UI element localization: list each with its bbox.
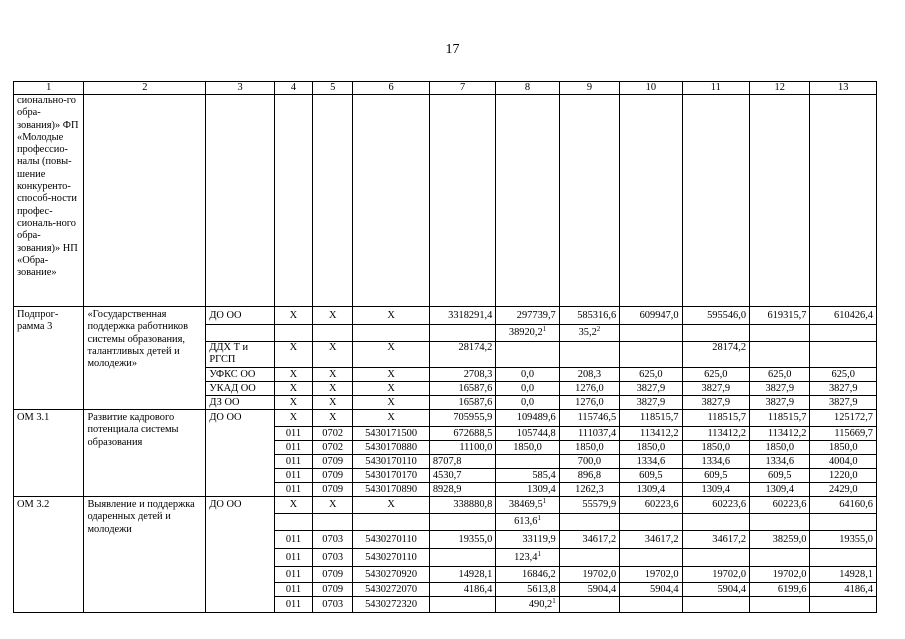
- table-cell: [810, 597, 877, 613]
- table-cell: Х: [353, 497, 430, 514]
- table-cell: 011: [274, 469, 312, 483]
- table-cell: 1850,0: [559, 441, 619, 455]
- table-cell: 595546,0: [682, 307, 749, 325]
- cell-value: 35,2: [578, 327, 597, 338]
- table-cell: [496, 455, 559, 469]
- table-cell: 0703: [313, 549, 353, 567]
- header-cell: 12: [750, 82, 810, 95]
- table-cell: [313, 95, 353, 307]
- table-cell: 609947,0: [620, 307, 682, 325]
- table-cell: 5430170170: [353, 469, 430, 483]
- table-cell: 0703: [313, 597, 353, 613]
- table-cell: [559, 597, 619, 613]
- table-cell: 5904,4: [620, 583, 682, 597]
- cell-value: 613,6: [514, 516, 538, 527]
- table-cell: 297739,7: [496, 307, 559, 325]
- table-cell: 2708,3: [429, 368, 495, 382]
- table-cell: 1309,4: [682, 483, 749, 497]
- footnote-mark: 1: [552, 597, 556, 605]
- table-cell: [429, 597, 495, 613]
- table-cell: 5430272320: [353, 597, 430, 613]
- table-cell: [750, 514, 810, 531]
- header-cell: 1: [14, 82, 84, 95]
- table-cell: 2429,0: [810, 483, 877, 497]
- table-cell: Х: [274, 396, 312, 410]
- executor-cell: ДО ОО: [206, 410, 274, 497]
- table-cell: 1850,0: [750, 441, 810, 455]
- table-cell: 5430170110: [353, 455, 430, 469]
- table-cell: 619315,7: [750, 307, 810, 325]
- table-cell: [682, 597, 749, 613]
- page-number: 17: [445, 42, 460, 57]
- table-cell: 1262,3: [559, 483, 619, 497]
- item-code: Подпрог-рамма 3: [14, 307, 84, 410]
- table-cell: 3827,9: [750, 382, 810, 396]
- table-cell: [496, 497, 559, 514]
- table-row: [14, 307, 877, 325]
- table-cell: 3827,9: [620, 396, 682, 410]
- table-cell: Х: [274, 382, 312, 396]
- table-cell: 3827,9: [620, 382, 682, 396]
- table-cell: 5430270110: [353, 531, 430, 549]
- item-title: Развитие кадрового потенциала системы образования: [84, 410, 206, 497]
- table-cell: [496, 514, 559, 531]
- table-cell: 34617,2: [620, 531, 682, 549]
- table-cell: [559, 549, 619, 567]
- table-cell: [274, 95, 312, 307]
- table-cell: 16587,6: [429, 396, 495, 410]
- table-cell: 38259,0: [750, 531, 810, 549]
- table-cell: [750, 325, 810, 342]
- cell-value: 38920,2: [508, 327, 543, 338]
- table-cell: [559, 342, 619, 368]
- table-cell: 011: [274, 549, 312, 567]
- table-cell: 1276,0: [559, 396, 619, 410]
- budget-table: [13, 81, 877, 613]
- table-cell: [750, 597, 810, 613]
- continued-item-name: сионально-го обра-зования)» ФП «Молодые профессио-налы (повы-шение конкуренто-способ-ности профес-сиональ-ного обра-зования)» НП «Обра-зование»: [14, 95, 84, 307]
- table-cell: 113412,2: [620, 427, 682, 441]
- table-cell: 705955,9: [429, 410, 495, 427]
- table-cell: [620, 342, 682, 368]
- header-cell: 4: [274, 82, 312, 95]
- table-cell: 19702,0: [750, 567, 810, 583]
- table-cell: [559, 95, 619, 307]
- table-cell: 1850,0: [496, 441, 559, 455]
- table-cell: [313, 325, 353, 342]
- table-cell: 011: [274, 583, 312, 597]
- executor-cell: УФКС ОО: [206, 368, 274, 382]
- table-cell: 1309,4: [750, 483, 810, 497]
- table-cell: 16846,2: [496, 567, 559, 583]
- table-cell: [429, 325, 495, 342]
- header-cell: 5: [313, 82, 353, 95]
- executor-cell: ДО ОО: [206, 497, 274, 613]
- table-cell: 28174,2: [429, 342, 495, 368]
- table-cell: [750, 342, 810, 368]
- table-cell: [353, 514, 430, 531]
- item-title: «Государственная поддержка работников системы образования, талантливых детей и молодежи»: [84, 307, 206, 410]
- table-cell: 0702: [313, 427, 353, 441]
- table-cell: 700,0: [559, 455, 619, 469]
- table-cell: 5430270920: [353, 567, 430, 583]
- table-cell: 1334,6: [750, 455, 810, 469]
- table-cell: [682, 95, 749, 307]
- table-cell: 0,0: [496, 368, 559, 382]
- table-cell: 011: [274, 441, 312, 455]
- table-cell: 8707,8: [429, 455, 495, 469]
- table-cell: [559, 325, 619, 342]
- table-cell: 4530,7: [429, 469, 495, 483]
- table-cell: 11100,0: [429, 441, 495, 455]
- table-cell: Х: [353, 382, 430, 396]
- table-cell: Х: [353, 396, 430, 410]
- table-cell: 3827,9: [682, 382, 749, 396]
- table-cell: [206, 325, 274, 342]
- table-cell: Х: [274, 307, 312, 325]
- table-cell: 34617,2: [559, 531, 619, 549]
- table-row: [14, 410, 877, 427]
- header-cell: 10: [620, 82, 682, 95]
- table-cell: 3827,9: [682, 396, 749, 410]
- table-cell: Х: [274, 368, 312, 382]
- table-cell: 19702,0: [559, 567, 619, 583]
- table-cell: 5430170890: [353, 483, 430, 497]
- table-cell: [620, 597, 682, 613]
- header-cell: 9: [559, 82, 619, 95]
- table-cell: Х: [274, 497, 312, 514]
- table-cell: 5430272070: [353, 583, 430, 597]
- table-cell: 1309,4: [620, 483, 682, 497]
- table-cell: Х: [313, 368, 353, 382]
- table-cell: 609,5: [682, 469, 749, 483]
- table-cell: 0709: [313, 455, 353, 469]
- table-cell: 5904,4: [682, 583, 749, 597]
- table-cell: 60223,6: [682, 497, 749, 514]
- executor-cell: ДДХ Т и РГСП: [206, 342, 274, 368]
- table-cell: Х: [353, 410, 430, 427]
- table-cell: 3318291,4: [429, 307, 495, 325]
- cell-value: 490,2: [528, 599, 553, 610]
- table-cell: 1850,0: [810, 441, 877, 455]
- table-cell: 8928,9: [429, 483, 495, 497]
- cell-value: 123,4: [514, 552, 538, 563]
- table-cell: 19702,0: [682, 567, 749, 583]
- table-cell: 0709: [313, 483, 353, 497]
- table-cell: Х: [353, 307, 430, 325]
- table-cell: 011: [274, 427, 312, 441]
- table-cell: 125172,7: [810, 410, 877, 427]
- table-cell: [682, 549, 749, 567]
- header-cell: 3: [206, 82, 274, 95]
- table-cell: 0703: [313, 531, 353, 549]
- table-cell: 208,3: [559, 368, 619, 382]
- table-cell: 011: [274, 567, 312, 583]
- table-cell: [496, 95, 559, 307]
- table-cell: 118515,7: [620, 410, 682, 427]
- footnote-mark: 2: [596, 325, 601, 333]
- table-cell: 4004,0: [810, 455, 877, 469]
- table-cell: 0709: [313, 567, 353, 583]
- table-cell: 5430170880: [353, 441, 430, 455]
- table-cell: [810, 95, 877, 307]
- item-code: ОМ 3.2: [14, 497, 84, 613]
- footnote-mark: 1: [537, 514, 541, 522]
- item-code: ОМ 3.1: [14, 410, 84, 497]
- header-cell: 2: [84, 82, 206, 95]
- table-cell: [496, 597, 559, 613]
- header-cell: 11: [682, 82, 749, 95]
- executor-cell: УКАД ОО: [206, 382, 274, 396]
- table-cell: 113412,2: [682, 427, 749, 441]
- table-cell: [496, 342, 559, 368]
- table-cell: [274, 514, 312, 531]
- table-cell: 011: [274, 531, 312, 549]
- table-cell: 5613,8: [496, 583, 559, 597]
- table-cell: 011: [274, 483, 312, 497]
- table-cell: 610426,4: [810, 307, 877, 325]
- table-cell: [84, 95, 206, 307]
- table-cell: 34617,2: [682, 531, 749, 549]
- table-cell: Х: [313, 396, 353, 410]
- table-cell: [620, 514, 682, 531]
- table-cell: [353, 95, 430, 307]
- table-cell: 111037,4: [559, 427, 619, 441]
- table-cell: 19702,0: [620, 567, 682, 583]
- table-cell: Х: [353, 342, 430, 368]
- footnote-mark: 1: [537, 550, 541, 558]
- table-cell: [810, 325, 877, 342]
- header-row: [14, 82, 877, 95]
- header-cell: 13: [810, 82, 877, 95]
- executor-cell: ДЗ ОО: [206, 396, 274, 410]
- table-cell: 0709: [313, 583, 353, 597]
- table-cell: Х: [313, 497, 353, 514]
- table-cell: 625,0: [750, 368, 810, 382]
- table-cell: 109489,6: [496, 410, 559, 427]
- table-cell: [313, 514, 353, 531]
- table-cell: [620, 95, 682, 307]
- table-cell: [750, 549, 810, 567]
- table-cell: 585316,6: [559, 307, 619, 325]
- table-cell: 0,0: [496, 382, 559, 396]
- table-cell: 625,0: [810, 368, 877, 382]
- table-cell: 1276,0: [559, 382, 619, 396]
- table-cell: 5904,4: [559, 583, 619, 597]
- footnote-mark: 1: [542, 325, 547, 333]
- table-cell: 118515,7: [750, 410, 810, 427]
- table-cell: 011: [274, 455, 312, 469]
- header-cell: 7: [429, 82, 495, 95]
- table-cell: 896,8: [559, 469, 619, 483]
- table-cell: 585,4: [496, 469, 559, 483]
- table-cell: 115669,7: [810, 427, 877, 441]
- table-cell: [810, 549, 877, 567]
- table-cell: 5430171500: [353, 427, 430, 441]
- table-cell: 19355,0: [810, 531, 877, 549]
- table-cell: 16587,6: [429, 382, 495, 396]
- table-cell: 64160,6: [810, 497, 877, 514]
- table-cell: [682, 514, 749, 531]
- table-cell: 28174,2: [682, 342, 749, 368]
- table-cell: 625,0: [620, 368, 682, 382]
- cell-value: 38469,5: [508, 499, 543, 510]
- table-cell: 1850,0: [682, 441, 749, 455]
- table-row: [14, 95, 877, 307]
- table-cell: 3827,9: [750, 396, 810, 410]
- table-cell: Х: [313, 342, 353, 368]
- table-cell: 113412,2: [750, 427, 810, 441]
- item-title: Выявление и поддержка одаренных детей и молодежи: [84, 497, 206, 613]
- table-cell: 5430270110: [353, 549, 430, 567]
- table-cell: Х: [313, 307, 353, 325]
- table-cell: [810, 342, 877, 368]
- table-cell: Х: [274, 342, 312, 368]
- table-cell: 609,5: [620, 469, 682, 483]
- table-cell: [429, 514, 495, 531]
- header-cell: 6: [353, 82, 430, 95]
- table-cell: [559, 514, 619, 531]
- table-cell: 1220,0: [810, 469, 877, 483]
- table-cell: 0709: [313, 469, 353, 483]
- table-cell: 625,0: [682, 368, 749, 382]
- table-cell: 1850,0: [620, 441, 682, 455]
- table-cell: [750, 95, 810, 307]
- table-cell: 33119,9: [496, 531, 559, 549]
- table-cell: 672688,5: [429, 427, 495, 441]
- footnote-mark: 1: [542, 497, 547, 505]
- table-cell: 1334,6: [620, 455, 682, 469]
- table-cell: 55579,9: [559, 497, 619, 514]
- table-cell: [353, 325, 430, 342]
- table-cell: 118515,7: [682, 410, 749, 427]
- table-cell: [810, 514, 877, 531]
- header-cell: 8: [496, 82, 559, 95]
- table-cell: 4186,4: [810, 583, 877, 597]
- table-cell: 0,0: [496, 396, 559, 410]
- table-cell: [206, 95, 274, 307]
- table-cell: [682, 325, 749, 342]
- table-cell: 14928,1: [810, 567, 877, 583]
- table-cell: 14928,1: [429, 567, 495, 583]
- table-cell: Х: [353, 368, 430, 382]
- table-cell: 105744,8: [496, 427, 559, 441]
- table-cell: Х: [274, 410, 312, 427]
- table-cell: 338880,8: [429, 497, 495, 514]
- table-cell: 19355,0: [429, 531, 495, 549]
- table-cell: 011: [274, 597, 312, 613]
- executor-cell: ДО ОО: [206, 307, 274, 325]
- table-cell: 1309,4: [496, 483, 559, 497]
- table-cell: 1334,6: [682, 455, 749, 469]
- table-row: [14, 497, 877, 514]
- table-cell: 4186,4: [429, 583, 495, 597]
- table-cell: [496, 549, 559, 567]
- table-cell: Х: [313, 410, 353, 427]
- table-cell: 3827,9: [810, 382, 877, 396]
- table-cell: 60223,6: [750, 497, 810, 514]
- table-cell: [429, 549, 495, 567]
- table-cell: [429, 95, 495, 307]
- table-cell: [620, 325, 682, 342]
- table-cell: [496, 325, 559, 342]
- table-cell: Х: [313, 382, 353, 396]
- table-cell: 60223,6: [620, 497, 682, 514]
- table-cell: [274, 325, 312, 342]
- table-cell: 6199,6: [750, 583, 810, 597]
- table-cell: [620, 549, 682, 567]
- table-cell: 115746,5: [559, 410, 619, 427]
- table-cell: 3827,9: [810, 396, 877, 410]
- table-cell: 0702: [313, 441, 353, 455]
- table-cell: 609,5: [750, 469, 810, 483]
